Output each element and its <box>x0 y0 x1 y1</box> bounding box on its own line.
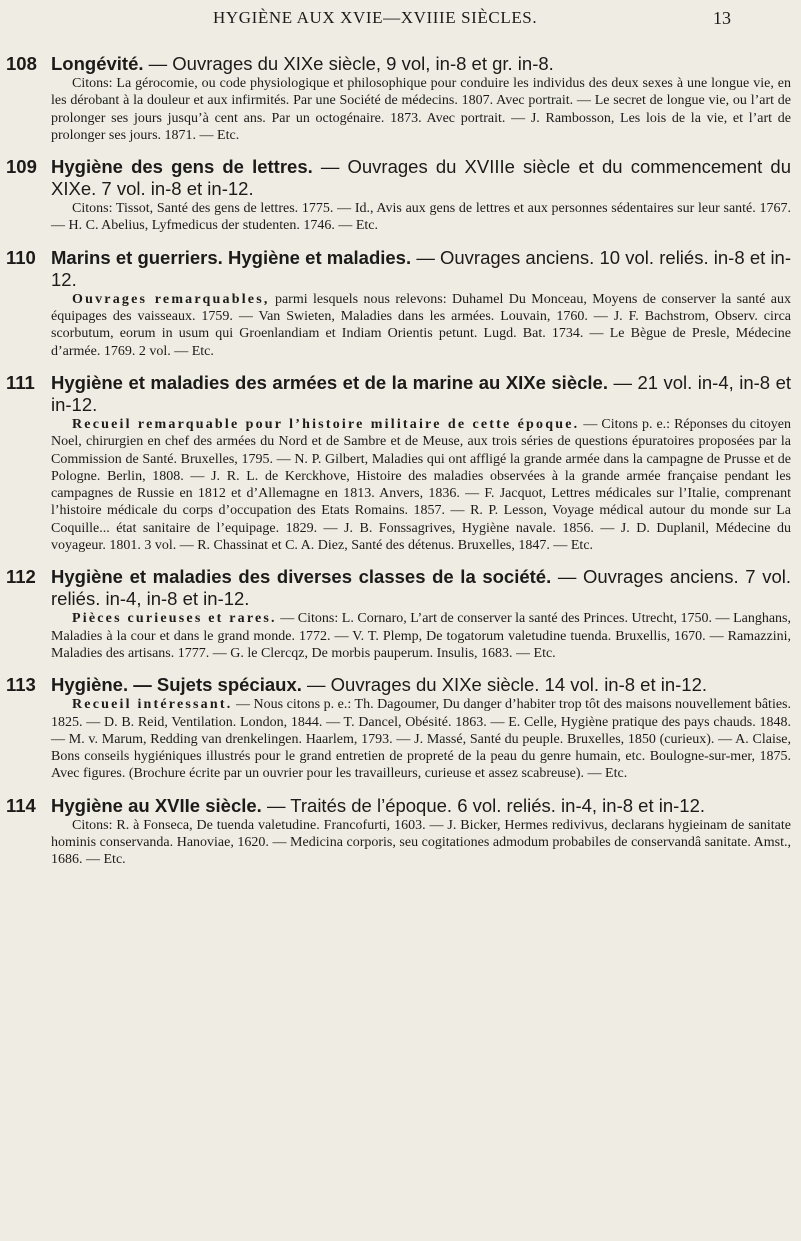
running-head <box>0 4 801 34</box>
entry-title: Hygiène des gens de lettres. <box>51 156 313 178</box>
entry-title: Hygiène. — Sujets spéciaux. <box>51 674 302 696</box>
entry-lead: Recueil remarquable pour l’histoire militaire de cette époque. <box>72 416 580 432</box>
entry-text: Citons: R. à Fonseca, De tuenda valetudine. Francofurti, 1603. — J. Bicker, Hermes redivivus, declarans hygieinam de sanitate hominis conservanda. Hanoviae, 1620. — Medicina corporis, seu cogitationes admodum probabiles de conservandâ sanitate. Amst., 1686. — Etc. <box>51 817 791 868</box>
entry-title-rest: — Ouvrages anciens. 10 vol. reliés. in-8 et in-12. <box>51 246 791 290</box>
entry-text: Citons: La gérocomie, ou code physiologique et philosophique pour conduire les individus des deux sexes à une longue vie, en les dérobant à la douleur et aux infirmités. Par une Société de médecins. 1807. Avec portrait. — Le secret de longue vie, ou l’art de prolonger ses jours jusqu’à cent ans. Par un octogénaire. 1873. Avec portrait. — J. Rambosson, Les lois de la vie, et l’art de prolonger ses jours. 1871. — Etc. <box>51 76 791 143</box>
entry-lead: Pièces curieuses et rares. <box>72 611 277 627</box>
catalogue-entry <box>0 674 801 782</box>
entry-heading <box>51 674 791 696</box>
lot-number: 110 <box>6 246 36 268</box>
catalogue-entry <box>0 372 801 554</box>
entry-description <box>51 75 791 144</box>
lot-number: 114 <box>6 794 36 816</box>
entry-description <box>51 416 791 554</box>
entry-text: — Citons p. e.: Réponses du citoyen Noel, chirurgien en chef des armées du Nord et de Sambre et de Meuse, aux trois séries de questions épuratoires proposées par la Commission de Santé. Bruxelles, 1795. — N. P. Gilbert, Maladies qui ont affligé la grande armée dans la campagne de Prusse et de Pologne. Berlin, 1808. — J. R. L. de Kerckhove, Histoire des maladies observées à la grande armée française pendant les campagnes de Russie en 1812 et d’Allemagne en 1813. Anvers, 1836. — F. Jacquot, Lettres médicales sur l’Italie, comprenant l’histoire médicale du corps d’occupation des Etats Romains. 1857. — R. P. Lesson, Voyage médical autour du monde sur La Coquille... état sanitaire de l’equipage. 1829. — J. B. Fonssagrives, Hygiène navale. 1856. — J. D. Duplanil, Médecine du voyageur. 1801. 3 vol. — R. Chassinat et C. A. Diez, Santé des détenus. Bruxelles, 1847. — Etc. <box>51 416 791 554</box>
entry-title-rest: — Ouvrages anciens. 7 vol. reliés. in-4, in-8 et in-12. <box>51 566 791 610</box>
entries-list <box>0 53 801 881</box>
entry-title-rest: — Ouvrages du XIXe siècle. 14 vol. in-8 et in-12. <box>301 674 708 696</box>
catalogue-entry <box>0 247 801 360</box>
entry-title-rest: — 21 vol. in-4, in-8 et in-12. <box>51 371 791 415</box>
page-number: 13 <box>713 8 731 28</box>
entry-title: Hygiène et maladies des diverses classes de la société. <box>51 566 552 588</box>
lot-number: 112 <box>6 566 36 588</box>
entry-heading <box>51 566 791 610</box>
entry-title: Longévité. <box>51 53 144 74</box>
entry-text: Citons: Tissot, Santé des gens de lettres. 1775. — Id., Avis aux gens de lettres et aux personnes sédentaires sur leur santé. 1767. — H. C. Abelius, Lyfmedicus der studenten. 1746. — Etc. <box>51 201 791 234</box>
entry-description <box>51 817 791 869</box>
entry-description <box>51 291 791 360</box>
entry-title: Hygiène et maladies des armées et de la marine au XIXe siècle. <box>51 371 608 393</box>
catalogue-entry <box>0 53 801 144</box>
lot-number: 109 <box>6 156 37 178</box>
catalogue-entry <box>0 156 801 235</box>
entry-heading <box>51 795 791 817</box>
entry-description <box>51 610 791 662</box>
entry-title: Marins et guerriers. Hygiène et maladies. <box>51 246 412 268</box>
entry-heading <box>51 53 791 75</box>
entry-title-rest: — Ouvrages du XVIIIe siècle et du commencement du XIXe. 7 vol. in-8 et in-12. <box>51 156 791 200</box>
catalogue-entry <box>0 566 801 662</box>
entry-heading <box>51 156 791 200</box>
lot-number: 108 <box>6 53 37 74</box>
catalogue-entry <box>0 795 801 869</box>
entry-text: parmi lesquels nous relevons: Duhamel Du Monceau, Moyens de conserver la santé aux équipages des vaisseaux. 1759. — Van Swieten, Maladies dans les armées. Louvain, 1760. — J. F. Bachstrom, Observ. circa scorbutum, eorum in usum qui Groenlandiam et Indiam Orientis petunt. Lugd. Bat. 1734. — Le Bègue de Presle, Médecine d’armée. 1769. 2 vol. — Etc. <box>51 291 791 359</box>
entry-lead: Recueil intéressant. <box>72 697 233 713</box>
entry-title-rest: — Traités de l’époque. 6 vol. reliés. in-4, in-8 et in-12. <box>261 794 706 816</box>
entry-description <box>51 696 791 782</box>
lot-number: 111 <box>6 371 35 393</box>
lot-number: 113 <box>6 674 36 696</box>
entry-text: — Nous citons p. e.: Th. Dagoumer, Du danger d’habiter trop tôt des maisons nouvellement bâties. 1825. — D. B. Reid, Ventilation. London, 1844. — T. Dancel, Obésité. 1863. — E. Celle, Hygiène pratique des pays chauds. 1848. — M. v. Marum, Redding van drenkelingen. Haarlem, 1793. — J. Massé, Santé du peuple. Bruxelles, 1850 (curieux). — A. Claise, Bons conseils hygiéniques illustrés pour le grand entretien de propreté de la peau du genre humain, etc. Boulogne-sur-mer, 1875. Avec figures. (Brochure écrite par un ouvrier pour les travailleurs, curieuse et assez scabreuse). — Etc. <box>51 697 792 782</box>
running-title: HYGIÈNE AUX XVIE—XVIIIE SIÈCLES. <box>213 8 538 27</box>
entry-description <box>51 200 791 235</box>
entry-text: — Citons: L. Cornaro, L’art de conserver la santé des Princes. Utrecht, 1750. — Langhans, Maladies à la cour et dans le grand monde. 1772. — V. T. Plemp, De togatorum valetudine tuenda. Bruxellis, 1670. — Ramazzini, Maladies des artisans. 1777. — G. le Clercqz, De morbis pauperum. Insulis, 1683. — Etc. <box>51 611 791 661</box>
entry-title-rest: — Ouvrages du XIXe siècle, 9 vol, in-8 et gr. in-8. <box>143 53 554 74</box>
entry-lead: Ouvrages remarquables, <box>72 291 270 307</box>
entry-heading <box>51 372 791 416</box>
entry-title: Hygiène au XVIIe siècle. <box>51 794 262 816</box>
entry-heading <box>51 247 791 291</box>
